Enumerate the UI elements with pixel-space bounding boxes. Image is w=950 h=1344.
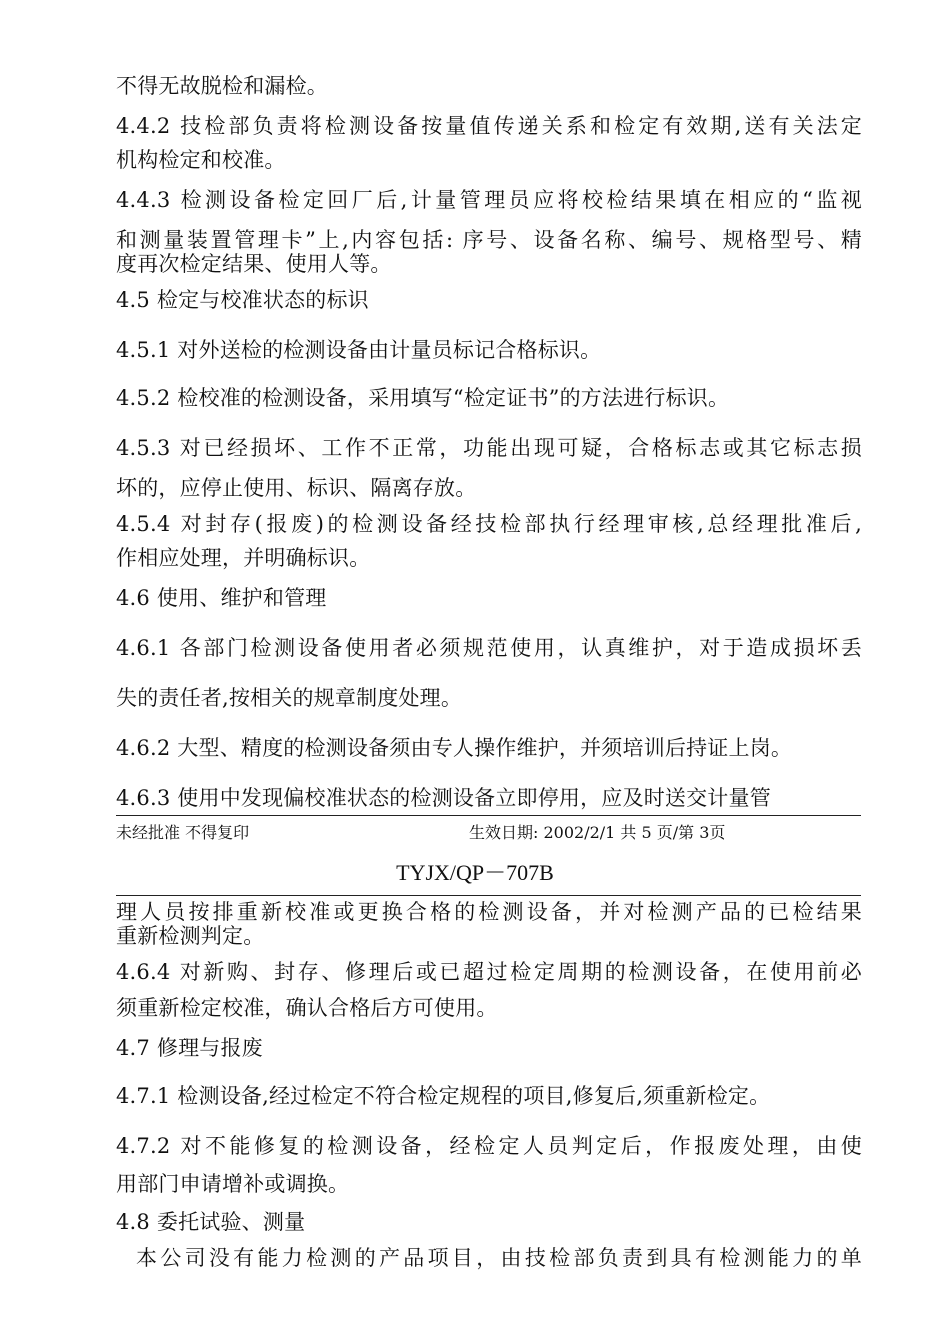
text-line: 机构检定和校准。	[116, 148, 286, 172]
text-line: 4.7.1 检测设备,经过检定不符合检定规程的项目,修复后,须重新检定。	[116, 1084, 771, 1108]
text-line: 度再次检定结果、使用人等。	[116, 252, 392, 276]
text-line: 4.7.2 对不能修复的检测设备，经检定人员判定后，作报废处理，由使	[116, 1134, 862, 1158]
text-line: 4.6.2 大型、精度的检测设备须由专人操作维护，并须培训后持证上岗。	[116, 736, 793, 760]
text-line: 4.6.4 对新购、封存、修理后或已超过检定周期的检测设备，在使用前必	[116, 960, 862, 984]
section-heading: 4.7 修理与报废	[116, 1036, 263, 1060]
text-line: 和测量装置管理卡”上,内容包括: 序号、设备名称、编号、规格型号、精	[116, 228, 862, 252]
text-line: 4.4.3 检测设备检定回厂后,计量管理员应将校检结果填在相应的“监视	[116, 188, 862, 212]
document-code: TYJX/QP－707B	[396, 860, 554, 885]
text-line: 坏的，应停止使用、标识、隔离存放。	[116, 476, 477, 500]
section-heading: 4.8 委托试验、测量	[116, 1210, 306, 1234]
text-line: 4.4.2 技检部负责将检测设备按量值传递关系和检定有效期,送有关法定	[116, 114, 862, 138]
section-heading: 4.6 使用、维护和管理	[116, 586, 327, 610]
text-line: 4.5.4 对封存(报废)的检测设备经技检部执行经理审核,总经理批准后,	[116, 512, 862, 536]
text-line: 4.5.3 对已经损坏、工作不正常，功能出现可疑，合格标志或其它标志损	[116, 436, 862, 460]
footer-copy-notice: 未经批准 不得复印	[116, 823, 250, 842]
text-line: 失的责任者,按相关的规章制度处理。	[116, 686, 463, 710]
text-line: 理人员按排重新校准或更换合格的检测设备，并对检测产品的已检结果	[116, 900, 862, 924]
text-line: 4.6.3 使用中发现偏校准状态的检测设备立即停用，应及时送交计量管	[116, 786, 771, 810]
section-heading: 4.5 检定与校准状态的标识	[116, 288, 369, 312]
header-rule	[116, 895, 861, 896]
text-line: 作相应处理，并明确标识。	[116, 546, 371, 570]
text-line: 须重新检定校准，确认合格后方可使用。	[116, 996, 498, 1020]
footer-rule	[116, 815, 861, 816]
text-line: 4.6.1 各部门检测设备使用者必须规范使用，认真维护，对于造成损坏丢	[116, 636, 862, 660]
text-line: 不得无故脱检和漏检。	[116, 74, 328, 98]
text-line: 重新检测判定。	[116, 924, 265, 948]
text-line: 本公司没有能力检测的产品项目，由技检部负责到具有检测能力的单	[116, 1246, 862, 1270]
text-line: 4.5.1 对外送检的检测设备由计量员标记合格标识。	[116, 338, 602, 362]
footer-effective-date: 生效日期: 2002/2/1 共 5 页/第 3页	[469, 823, 726, 842]
text-line: 4.5.2 检校准的检测设备，采用填写“检定证书”的方法进行标识。	[116, 386, 730, 410]
text-line: 用部门申请增补或调换。	[116, 1172, 350, 1196]
